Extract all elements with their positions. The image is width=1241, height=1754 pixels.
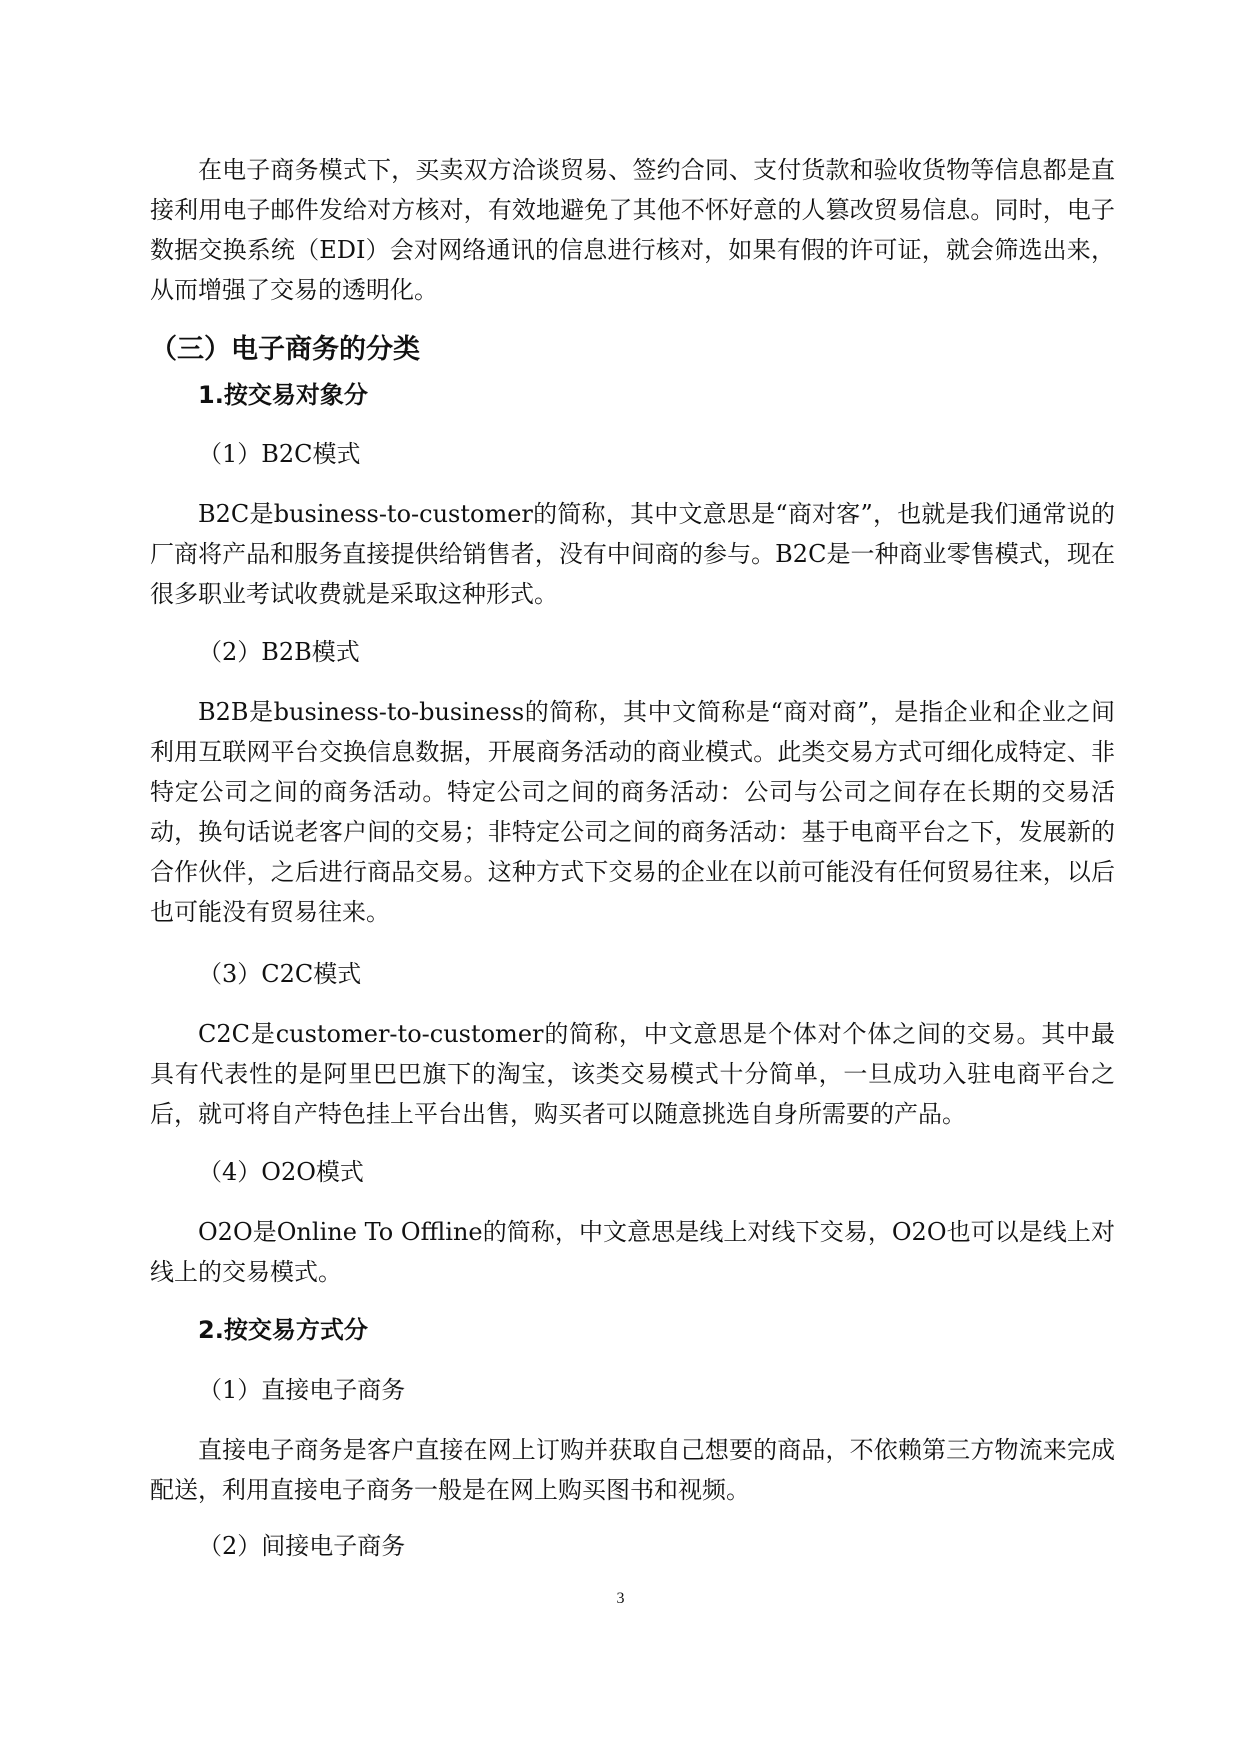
paragraph-b2b: B2B是business-to-business的简称，其中文简称是“商对商”，是指企业和企业之间利用互联网平台交换信息数据，开展商务活动的商业模式。此类交易方式可细化成特定、非特定公司之间的商务活动。特定公司之间的商务活动：公司与公司之间存在长期的交易活动，换句话说老客户间的交易；非特定公司之间的商务活动：基于电商平台之下，发展新的合作伙伴，之后进行商品交易。这种方式下交易的企业在以前可能没有任何贸易往来，以后也可能没有贸易往来。 <box>150 698 1115 926</box>
subheading-direct: （1）直接电子商务 <box>198 1376 406 1404</box>
page-number: 3 <box>616 1590 625 1607</box>
subheading-b2c: （1）B2C模式 <box>198 440 361 468</box>
paragraph-b2c: B2C是business-to-customer的简称，其中文意思是“商对客”，也就是我们通常说的厂商将产品和服务直接提供给销售者，没有中间商的参与。B2C是一种商业零售模式，现在很多职业考试收费就是采取这种形式。 <box>150 500 1115 608</box>
section-heading-classification: （三）电子商务的分类 <box>150 334 420 365</box>
subheading-b2b: （2）B2B模式 <box>198 638 360 666</box>
heading-by-method: 2.按交易方式分 <box>198 1316 368 1344</box>
paragraph-c2c: C2C是customer-to-customer的简称，中文意思是个体对个体之间的交易。其中最具有代表性的是阿里巴巴旗下的淘宝，该类交易模式十分简单，一旦成功入驻电商平台之后，就可将自产特色挂上平台出售，购买者可以随意挑选自身所需要的产品。 <box>150 1020 1115 1128</box>
subheading-indirect: （2）间接电子商务 <box>198 1532 406 1560</box>
paragraph-direct: 直接电子商务是客户直接在网上订购并获取自己想要的商品，不依赖第三方物流来完成配送，利用直接电子商务一般是在网上购买图书和视频。 <box>150 1436 1115 1504</box>
paragraph-intro: 在电子商务模式下，买卖双方洽谈贸易、签约合同、支付货款和验收货物等信息都是直接利用电子邮件发给对方核对，有效地避免了其他不怀好意的人篡改贸易信息。同时，电子数据交换系统（EDI）会对网络通讯的信息进行核对，如果有假的许可证，就会筛选出来，从而增强了交易的透明化。 <box>150 156 1115 304</box>
subheading-o2o: （4）O2O模式 <box>198 1158 364 1186</box>
subheading-c2c: （3）C2C模式 <box>198 960 362 988</box>
paragraph-o2o: O2O是Online To Offline的简称，中文意思是线上对线下交易，O2O也可以是线上对线上的交易模式。 <box>150 1218 1115 1286</box>
heading-by-object: 1.按交易对象分 <box>198 381 368 409</box>
